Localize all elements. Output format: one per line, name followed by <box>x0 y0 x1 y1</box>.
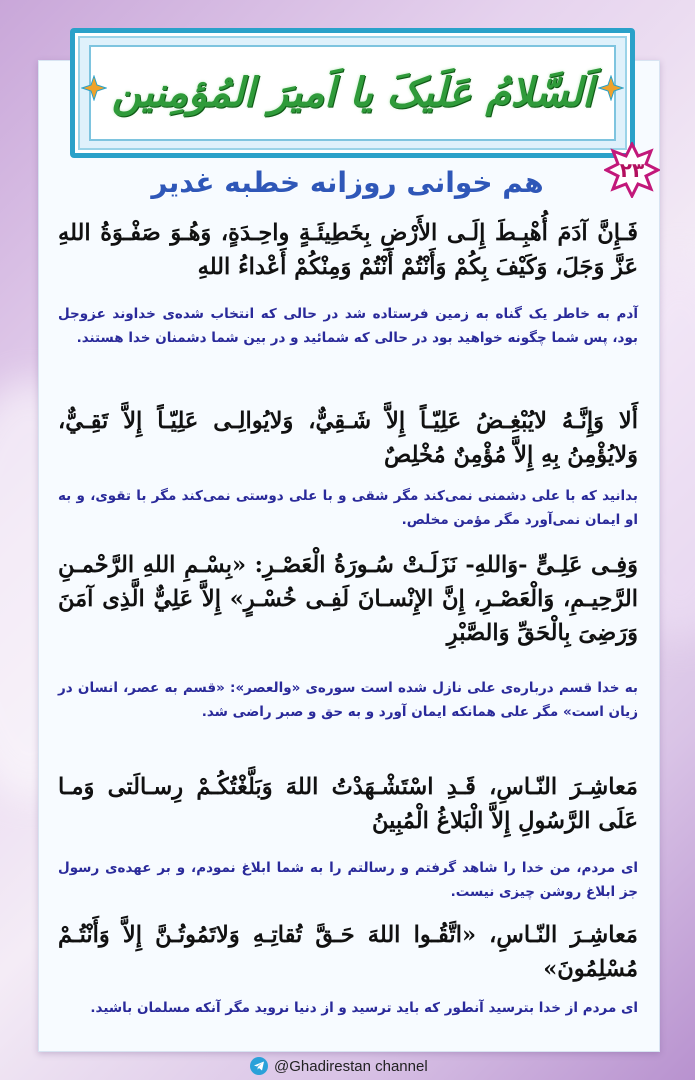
header-title: اَلسَّلامُ عَلَیکَ یا اَمیرَ المُؤمِنین <box>111 69 594 116</box>
channel-handle[interactable]: @Ghadirestan channel <box>274 1057 428 1075</box>
arabic-verse-2: أَلا وَإِنَّـهُ لايُبْغِـضُ عَلِيّـاً إِلاَّ شَـقِيٌّ، وَلايُوالِـى عَلِيّـاً إِلاَّ تَقِـيٌّ، وَلايُؤْمِنُ بِهِ إِلاَّ مُؤْمِنٌ مُخْلِصٌ <box>58 408 638 468</box>
footer-channel[interactable] <box>250 1054 428 1078</box>
arabic-verse-3: وَفِـى عَلِـىٍّ -وَاللهِ- نَزَلَـتْ سُـورَةُ الْعَصْـرِ: «بِسْـمِ اللهِ الرَّحْمـنِ الرَّحِيـمِ، وَالْعَصْـرِ، إِنَّ الإِنْسـانَ لَفِـى خُسْـرٍ» إِلاَّ عَلِيٌّ الَّذِى آمَنَ وَرَضِىَ بِالْحَقِّ وَالصَّبْرِ <box>58 552 638 646</box>
telegram-icon <box>250 1057 268 1075</box>
subtitle: هم خوانی روزانه خطبه غدیر <box>151 166 544 199</box>
page-number: ۲۳ <box>619 158 645 182</box>
farsi-translation-1: آدم به خاطر یک گناه به زمین فرستاده شد در حالی که انتخاب شده‌ی خداوند عزوجل بود، پس شما چگونه خواهید بود در حالی که شمائید و در بین شما دشمنان خدا هستند. <box>58 306 638 346</box>
farsi-translation-3: به خدا قسم درباره‌ی علی نازل شده است سوره‌ی «والعصر»: «قسم به عصر، انسان در زیان است» مگر علی همانکه ایمان آورد و به حق و صبر راضی شد. <box>58 680 638 720</box>
header-inner-panel <box>89 45 616 141</box>
arabic-verse-4: مَعاشِـرَ النّـاسِ، قَـدِ اسْتَشْـهَدْتُ اللهَ وَبَلَّغْتُكُـمْ رِسـالَتى وَمـا عَلَى الرَّسُولِ إِلاَّ الْبَلاغُ الْمُبِينُ <box>58 774 638 834</box>
farsi-translation-5: ای مردم از خدا بترسید آنطور که باید ترسید و از دنیا نروید مگر آنکه مسلمان باشید. <box>90 1000 638 1016</box>
farsi-translation-2: بدانید که با علی دشمنی نمی‌کند مگر شقی و با علی دوستی نمی‌کند مگر با تقوی، و به او ایمان نمی‌آورد مگر مؤمن مخلص. <box>58 488 638 528</box>
arabic-verse-5: مَعاشِـرَ النّـاسِ، «اتَّقُـوا اللهَ حَـقَّ تُقاتِـهِ وَلاتَمُوتُـنَّ إِلاَّ وَأَنْتُـمْ مُسْلِمُونَ» <box>58 922 638 982</box>
arabic-verse-1: فَـإِنَّ آدَمَ أُهْبِـطَ إِلَـى الأَرْضِ بِخَطِيئَـةٍ واحِـدَةٍ، وَهُـوَ صَفْـوَةُ اللهِ عَزَّ وَجَلَ، وَكَيْفَ بِكُمْ وَأَنْتُمْ أَنْتُمْ وَمِنْكُمْ أَعْداءُ اللهِ <box>58 220 638 280</box>
header-frame <box>70 28 635 158</box>
star-ornament-icon <box>81 75 107 101</box>
farsi-translation-4: ای مردم، من خدا را شاهد گرفتم و رسالتم را به شما ابلاغ نمودم، و بر عهده‌ی رسول جز ابلاغ روشن چیزی نیست. <box>58 860 638 900</box>
star-ornament-icon <box>598 75 624 101</box>
